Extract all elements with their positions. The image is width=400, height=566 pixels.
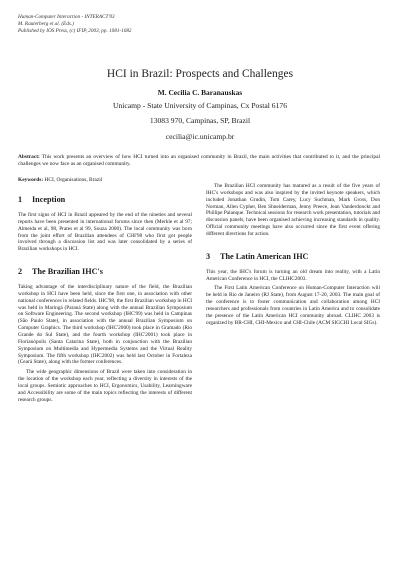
paragraph: The First Latin American Conference on Human-Computer Interaction will be held in Rio de Janeiro (RJ State), from August 17-20, 2003. The main goal of the conference is to foster communication and collaboration among HCI researchers and professionals from countries in Latin America and to consolidate the presence of the Latin American HCI community abroad. CLIHC 2003 is organized by BR-CHI, CHI-Mexico and CHI-Chile (ACM SIGCHI Local SIGs). (206, 285, 380, 326)
paper-title: HCI in Brazil: Prospects and Challenges (106, 68, 294, 80)
keywords-text: HCI, Organisations, Brazil (44, 177, 103, 183)
section-title: The Brazilian IHC's (32, 267, 103, 277)
paragraph: The wide geographic dimensions of Brazil were taken into consideration in the location of the workshop each year, reflecting a diversity in interests of the local groups. Semiotic approaches to HCI, Ergonomics, Usability, Learningware and Accessibility are some of the main topics reflecting the interests of different research groups. (18, 369, 192, 403)
author-name: M. Cecilia C. Baranauskas (157, 88, 243, 97)
section-number: 1 (18, 195, 23, 204)
section-title: The Latin American IHC (220, 251, 309, 261)
left-column (18, 195, 192, 403)
abstract-label: Abstract: (18, 154, 40, 160)
paragraph: The first signs of HCI in Brazil appeared by the end of the nineties and several reports have been presented in international forums since then (Merkle et al 97; Almeida et al, 98, Prates et al 99, Souza 2000). The local community was born from the joint effort of Brazilian attendees of CHI'98 who first got people involved through a discussion list and was later consolidated by a series of Brazilian workshops in HCI. (18, 212, 192, 253)
section-number: 2 (18, 267, 23, 277)
right-column (206, 183, 380, 327)
affiliation-institution: Unicamp - State University of Campinas, Cx Postal 6176 (112, 101, 287, 110)
paragraph: Taking advantage of the interdisciplinary nature of the field, the Brazilian workshop in HCI have been held, since the first one, in association with other national conferences in related fields. IHC'98, the first Brazilian workshop in HCI was held in Maringá (Paraná State) along with the annual Brazilian Symposium on Software Engineering. The second workshop (IHC'99) was held in Campinas (São Paulo State), in association with the annual Brazilian Symposium on Computer Graphics. The third workshop (IHC'2000) took place in Gramado (Rio Grande do Sul State), and the fourth workshop (IHC'2001) took place in Florianópolis (Santa Catarina State), both in conjunction with the Brazilian Symposium on Multimedia and Hypermedia Systems and the Virtual Reality Symposium. The fifth workshop (IHC2002) was held last October in Fortaleza (Ceará State), along with the former conferences. (18, 284, 192, 366)
author-email: cecilia@ic.unicamp.br (165, 132, 235, 141)
section-heading (18, 267, 192, 277)
abstract-text: This work presents an overview of how HCI turned into an organised community in Brazil, the main activities that contributed to it, and the principal challenges we now face as an organised community. (18, 154, 380, 168)
paragraph: The Brazilian HCI community has matured as a result of the five years of IHC's workshops and was also inspired by the invited keynote speakers, which included Jonathan Grudin, Tom Carey, Lucy Suchman, Mark Gross, Don Norman, Allen Cypher, Ben Shneiderman, Jenny Preece, Jean Vanderdonckt and Phillipe Palanque. Technical sessions for research work presentation, tutorials and discussion panels, have been organised achieving increasing standards in quality. Official community meetings have also occurred since the first event offering different directions for action. (206, 183, 380, 237)
running-header (18, 14, 132, 35)
section-heading (206, 252, 380, 262)
section-number: 3 (206, 251, 211, 261)
header-conference: Human-Computer Interaction - INTERACT'03 (18, 14, 115, 20)
paragraph: This year, the IHC's forum is turning an old dream into reality, with a Latin American Conference in HCI, the CLIHC2003. (206, 268, 380, 282)
header-publisher: Published by IOS Press, (c) IFIP, 2003, pp. 1081-1082 (18, 28, 132, 34)
section-heading (18, 195, 192, 205)
abstract (18, 154, 380, 168)
affiliation-address: 13083 970, Campinas, SP, Brazil (149, 116, 251, 125)
header-editors: M. Rauterberg et al. (Eds.) (18, 21, 74, 27)
section-title: Inception (32, 195, 66, 204)
keywords-label: Keywords: (18, 177, 44, 183)
